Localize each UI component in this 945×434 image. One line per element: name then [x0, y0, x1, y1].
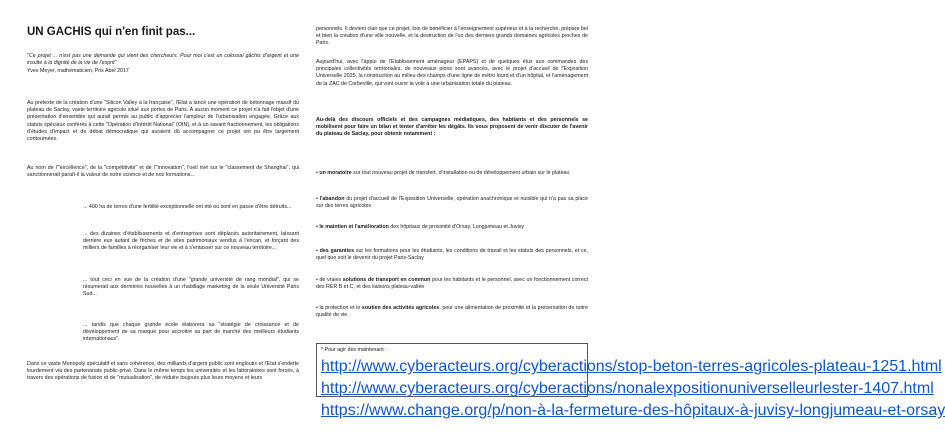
left-indent-2: ... des dizaines d'établissements et d'entreprises sont déplacés autoritairement, laissant derrière eux autant de friches et de sites patrimoniaux vendus à l'encan, et forçant des milliers de familles à réorganiser leur vie et à s'entasser sur ce nouveau territoire... — [83, 231, 299, 252]
left-indent-1: ... 400 ha de terres d'une fertilité exceptionnelle ont été ou sont en passe d'être détruits... — [83, 204, 292, 210]
right-call-to-action: Au-delà des discours officiels et des campagnes médiatiques, des habitants et des personnels se mobilisent pour faire un bilan et tenter d'arrêter les dégâts. Ils vous proposent de venir discuter de l'avenir du plateau de Saclay, pour obtenir notamment : — [316, 117, 588, 138]
right-paragraph-1: personnels. Il devient clair que ce projet, loin de bénéficier à l'enseignement supérieur et à la recherche, prépare bel et bien la création d'une ville nouvelle, et la destruction de l'un des derniers grands domaines agricoles proches de Paris. — [316, 26, 588, 47]
demand-item: • un moratoire sur tout nouveau projet de transfert, d'installation ou de développement urbain sur le plateau — [316, 170, 570, 176]
action-links-box — [316, 343, 945, 420]
left-paragraph-1: Au prétexte de la création d'une "Silicon Valley à la française", l'Etat a lancé une opération de bétonnage massif du plateau de Saclay, vaste territoire agricole situé aux portes de Paris. A aucun moment ce projet n'a fait l'objet d'une présentation d'ensemble qui aurait permis au public d'apprécier l'ampleur de l'urbanisation engagée. Grâce aux statuts spéciaux conférés à cette "Opération d'Intérêt National" (OIN), et à un savant fractionnement, les obligations d'études d'impact et de débat démocratique qui auraient dû accompagner ce projet ont pu être largement contournées. — [27, 100, 299, 143]
petition-link-3[interactable]: https://www.change.org/p/non-à-la-fermeture-des-hôpitaux-à-juvisy-longjumeau-et-orsay — [321, 402, 945, 420]
demand-item: • des garanties sur les formations pour les étudiants, les conditions de travail et les statuts des personnels, et ce, quel que soit le devenir du projet Paris-Saclay — [316, 248, 589, 262]
demand-item: • le maintien et l'amélioration des hôpitaux de proximité d'Orsay, Longjumeau et Juvisy — [316, 224, 525, 230]
petition-link-1[interactable]: http://www.cyberacteurs.org/cyberactions/stop-beton-terres-agricoles-plateau-1251.html — [321, 358, 942, 376]
demand-item: • de vraies solutions de transport en commun pour les habitants et le personnel, avec un fonctionnement correct des RER B et C, et des liaisons plateau-vallée — [316, 277, 589, 291]
epigraph-quote: "Ce projet ... n'est pas une demande qui vient des chercheurs. Pour moi c'est un colossal gâchis d'argent et une insulte à la dignité de la vie de l'esprit" — [27, 53, 299, 67]
left-indent-4: ... tandis que chaque grande école élaborera sa "stratégie de croissance et de développement de sa marque pour accroitre sa part de marché des meilleurs étudiants internationaux". — [83, 322, 299, 343]
left-indent-3: ... tout ceci en vue de la création d'une "grande université de rang mondial", qui se résumerait aux dernières nouvelles à un rhabillage marketing de la seule Université Paris Sud... — [83, 277, 299, 298]
epigraph-author: Yves Meyer, mathématicien, Prix Abel 2017 — [27, 68, 129, 74]
links-heading: * Pour agir dès maintenant : — [321, 347, 387, 353]
left-paragraph-2: Au nom de l'"excellence", de la "compétitivité" et de l'"innovation", l'oeil rivé sur le "classement de Shanghai", qui sanctionnerait paraît-il la valeur de notre science et de nos formations... — [27, 165, 299, 179]
petition-link-2[interactable]: http://www.cyberacteurs.org/cyberactions/nonalexpositionuniverselleurlester-1407.html — [321, 380, 934, 398]
right-paragraph-2: Aujourd'hui, avec l'appui de l'Etablissement aménageur (EPAPS) et de quelques élus aux commandes des principales collectivités territoriales, de nouveaux pions sont avancés, avec le projet d'accueil de l'Exposition Universelle 2025, la construction au milieu des champs d'une ligne de métro lourd et d'un hôpital, et l'aménagement de la ZAC de Corbeville, qui vont ouvrir la voie à une urbanisation totale du plateau. — [316, 59, 588, 87]
demand-item: • la protection et le soutien des activités agricoles, pour une alimentation de proximité et la préservation de notre qualité de vie. — [316, 305, 589, 319]
page-title: UN GACHIS qui n'en finit pas... — [27, 26, 196, 38]
demand-item: • l'abandon du projet d'accueil de l'Exposition Universelle, opération anachronique et nuisible qui n'a pas sa place sur des terres agricoles — [316, 196, 588, 210]
left-paragraph-3: Dans ce vaste Monopoly spéculatif et sans cohérence, des milliards d'argent public sont engloutis et l'Etat s'endette lourdement via des partenariats public-privé. Dans le même temps les universités et les laboratoires sont forcés, à travers des opérations de fusion et de "mutualisation", de réduire toujours plus leurs moyens et leurs — [27, 361, 299, 382]
